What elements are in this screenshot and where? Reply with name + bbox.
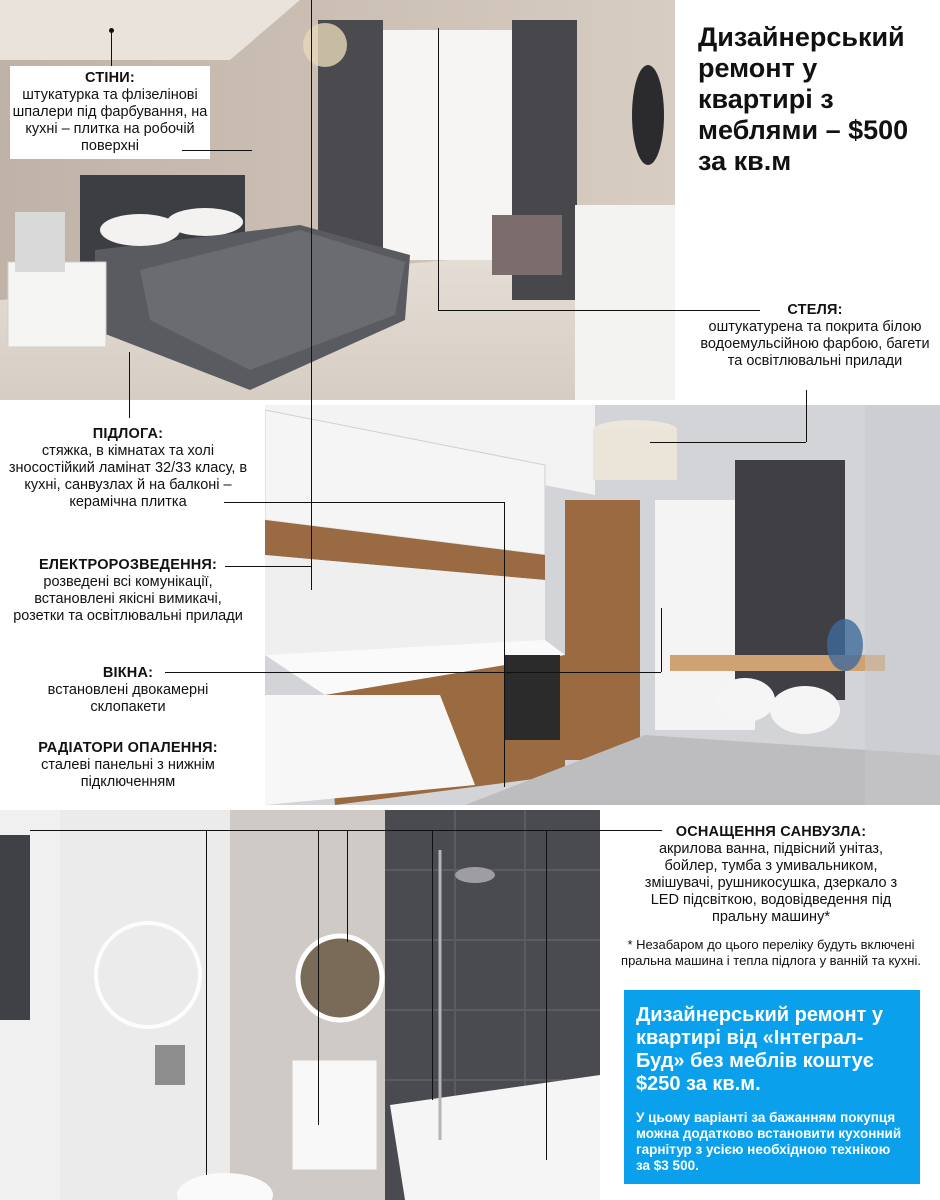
kitchen-photo	[265, 405, 940, 805]
floor-leader-h	[224, 502, 504, 503]
promo-box	[624, 990, 920, 1184]
walls-leader-right	[182, 150, 252, 151]
ceiling-leader-v	[438, 28, 439, 310]
bathroom-label	[616, 824, 926, 926]
floor-leader-down	[504, 502, 505, 787]
promo-subtitle: У цьому варіанті за бажанням покупця можна додатково встановити кухонний гарнітур з усією необхідною технікою за $3 500.	[636, 1110, 902, 1173]
bathroom-leader-h	[30, 830, 662, 831]
wiring-heading: ЕЛЕКТРОРОЗВЕДЕННЯ:	[38, 557, 218, 573]
walls-leader-top	[111, 30, 112, 66]
page-title: Дизайнерський ремонт у квартирі з меблями – $500 за кв.м	[698, 22, 909, 176]
floor-label	[8, 426, 248, 511]
windows-leader-v	[661, 608, 662, 672]
ceiling-lamp-leader-v	[806, 390, 807, 442]
bathroom-leader-v1	[206, 830, 207, 1175]
promo-title: Дизайнерський ремонт у квартирі від «Інтеграл-Буд» без меблів коштує $250 за кв.м.	[636, 1004, 884, 1095]
floor-leader-v	[129, 352, 130, 418]
ceiling-lamp-leader-h	[650, 442, 806, 443]
radiators-label	[8, 740, 248, 791]
wiring-label	[8, 557, 248, 625]
bathroom-leader-v3	[347, 830, 348, 942]
bathroom-photo	[0, 810, 600, 1200]
wiring-text: розведені всі комунікації, встановлені якісні вимикачі, розетки та освітлювальні прилади	[13, 574, 243, 624]
walls-label	[10, 66, 210, 159]
wiring-leader-h2	[274, 566, 311, 567]
ceiling-label	[700, 302, 930, 370]
ceiling-leader-h	[438, 310, 760, 311]
radiators-heading: РАДІАТОРИ ОПАЛЕННЯ:	[38, 740, 218, 756]
windows-text: встановлені двокамерні склопакети	[47, 682, 209, 715]
bathroom-leader-v2	[318, 830, 319, 1125]
floor-heading: ПІДЛОГА:	[92, 426, 164, 442]
windows-leader-h	[165, 672, 661, 673]
windows-heading: ВІКНА:	[102, 665, 154, 681]
floor-text: стяжка, в кімнатах та холі зносостійкий ламінат 32/33 класу, в кухні, санвузлах й на балконі – керамічна плитка	[8, 443, 248, 510]
bathroom-leader-v5	[546, 830, 547, 1160]
ceiling-text: оштукатурена та покрита білою водоемульсійною фарбою, багети та освітлювальні прилади	[700, 319, 930, 369]
central-vertical	[311, 0, 312, 590]
ceiling-heading: СТЕЛЯ:	[787, 302, 843, 318]
walls-text: штукатурка та флізелінові шпалери під фарбування, на кухні – плитка на робочій поверхні	[12, 87, 208, 154]
walls-leader-dot	[109, 28, 114, 33]
bathroom-leader-v4	[432, 830, 433, 1100]
bathroom-text: акрилова ванна, підвісний унітаз, бойлер, тумба з умивальником, змішувачі, рушникосушка, дзеркало з LED підсвіткою, водовідведення під пральну машину*	[644, 841, 898, 925]
bathroom-heading: ОСНАЩЕННЯ САНВУЗЛА:	[675, 824, 867, 840]
footnote: * Незабаром до цього переліку будуть включені пральна машина і тепла підлога у ванній та кухні.	[621, 937, 921, 968]
walls-heading: СТІНИ:	[85, 70, 135, 86]
bedroom-photo	[0, 0, 675, 400]
radiators-text: сталеві панельні з нижнім підключенням	[41, 757, 215, 790]
